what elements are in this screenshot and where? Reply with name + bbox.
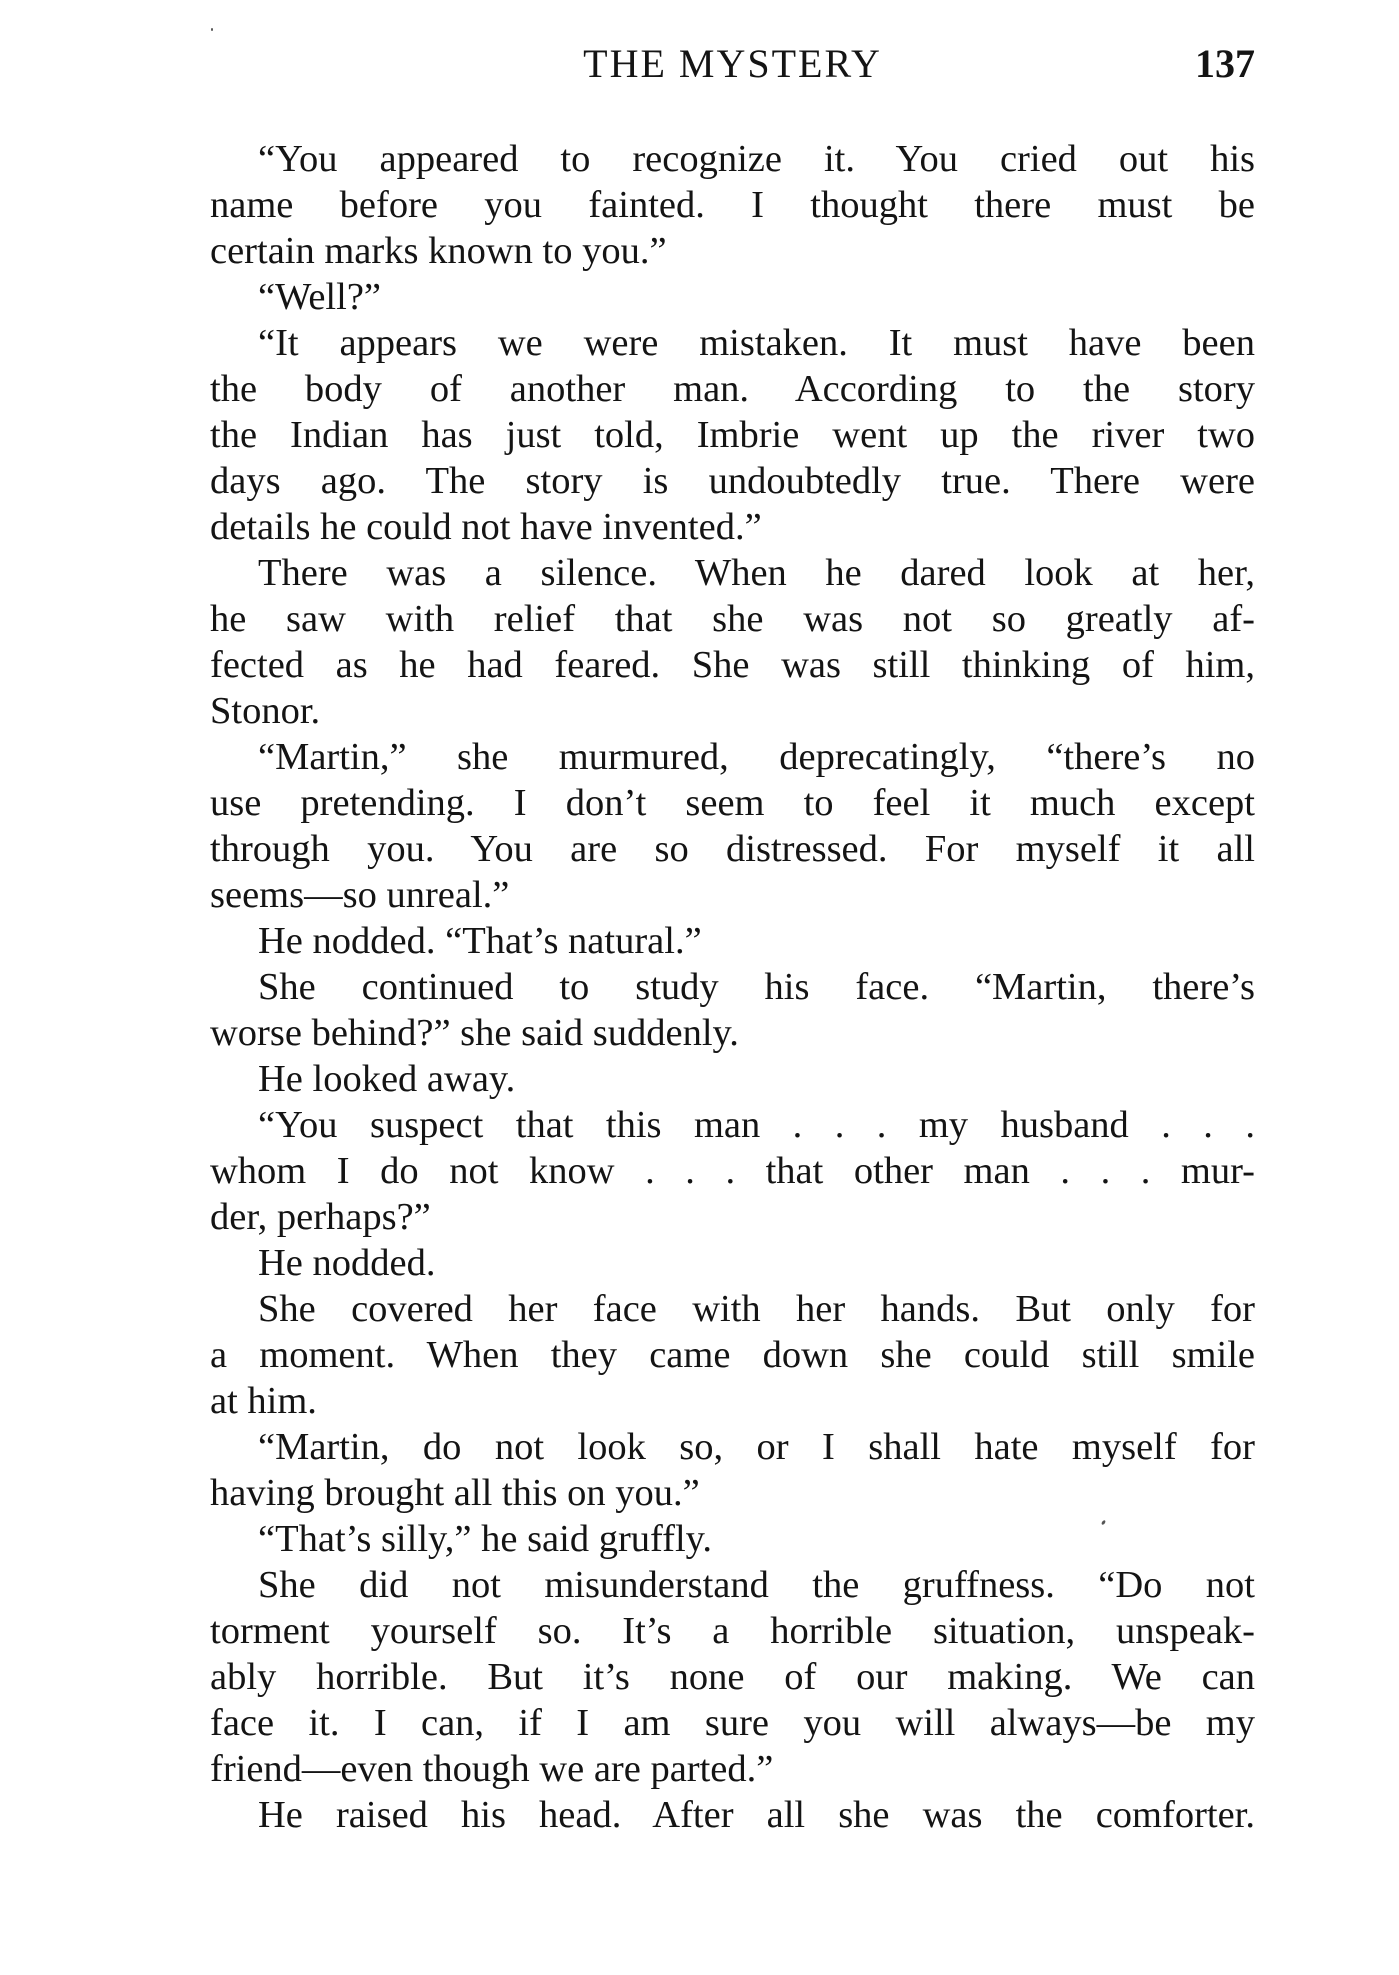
text-line: details he could not have invented.” [210, 506, 762, 548]
text-line: “Well?” [258, 276, 382, 318]
text-line: “Martin, do not look so, or I shall hate myself for [258, 1426, 1255, 1468]
text-line: certain marks known to you.” [210, 230, 667, 272]
text-line: ably horrible. But it’s none of our making. We can [210, 1656, 1255, 1698]
text-line: worse behind?” she said suddenly. [210, 1012, 739, 1054]
text-line: he saw with relief that she was not so greatly af- [210, 598, 1255, 640]
text-line: a moment. When they came down she could still smile [210, 1334, 1255, 1376]
text-line: whom I do not know . . . that other man . . . mur- [210, 1150, 1255, 1192]
body-text [210, 136, 1255, 1838]
paper-speck [211, 28, 213, 31]
text-line: “It appears we were mistaken. It must have been [258, 322, 1255, 364]
text-line: She did not misunderstand the gruffness. “Do not [258, 1564, 1255, 1606]
text-line: She covered her face with her hands. But only for [258, 1288, 1255, 1330]
text-line: der, perhaps?” [210, 1196, 431, 1238]
text-line: He nodded. [258, 1242, 436, 1284]
text-line: “You appeared to recognize it. You cried out his [258, 138, 1255, 180]
text-line: fected as he had feared. She was still thinking of him, [210, 644, 1255, 686]
text-line: name before you fainted. I thought there must be [210, 184, 1255, 226]
text-line: “You suspect that this man . . . my husband . . . [258, 1104, 1255, 1146]
text-line: at him. [210, 1380, 317, 1422]
text-line: She continued to study his face. “Martin, there’s [258, 966, 1255, 1008]
text-line: having brought all this on you.” [210, 1472, 700, 1514]
text-line: He raised his head. After all she was the comforter. [258, 1794, 1255, 1836]
running-head-title: THE MYSTERY [583, 41, 882, 86]
text-line: “Martin,” she murmured, deprecatingly, “there’s no [258, 736, 1255, 778]
page-header [210, 34, 1255, 94]
text-line: seems—so unreal.” [210, 874, 510, 916]
text-line: He looked away. [258, 1058, 516, 1100]
page-number: 137 [1195, 41, 1255, 86]
text-line: There was a silence. When he dared look at her, [258, 552, 1255, 594]
text-line: “That’s silly,” he said gruffly. [258, 1518, 713, 1560]
text-line: the Indian has just told, Imbrie went up the river two [210, 414, 1255, 456]
text-line: friend—even though we are parted.” [210, 1748, 774, 1790]
text-line: face it. I can, if I am sure you will always—be my [210, 1702, 1255, 1744]
text-line: Stonor. [210, 690, 321, 732]
text-line: through you. You are so distressed. For myself it all [210, 828, 1255, 870]
text-line: the body of another man. According to the story [210, 368, 1255, 410]
text-line: He nodded. “That’s natural.” [258, 920, 702, 962]
text-line: use pretending. I don’t seem to feel it much except [210, 782, 1255, 824]
text-line: torment yourself so. It’s a horrible situation, unspeak- [210, 1610, 1255, 1652]
text-line: days ago. The story is undoubtedly true. There were [210, 460, 1255, 502]
